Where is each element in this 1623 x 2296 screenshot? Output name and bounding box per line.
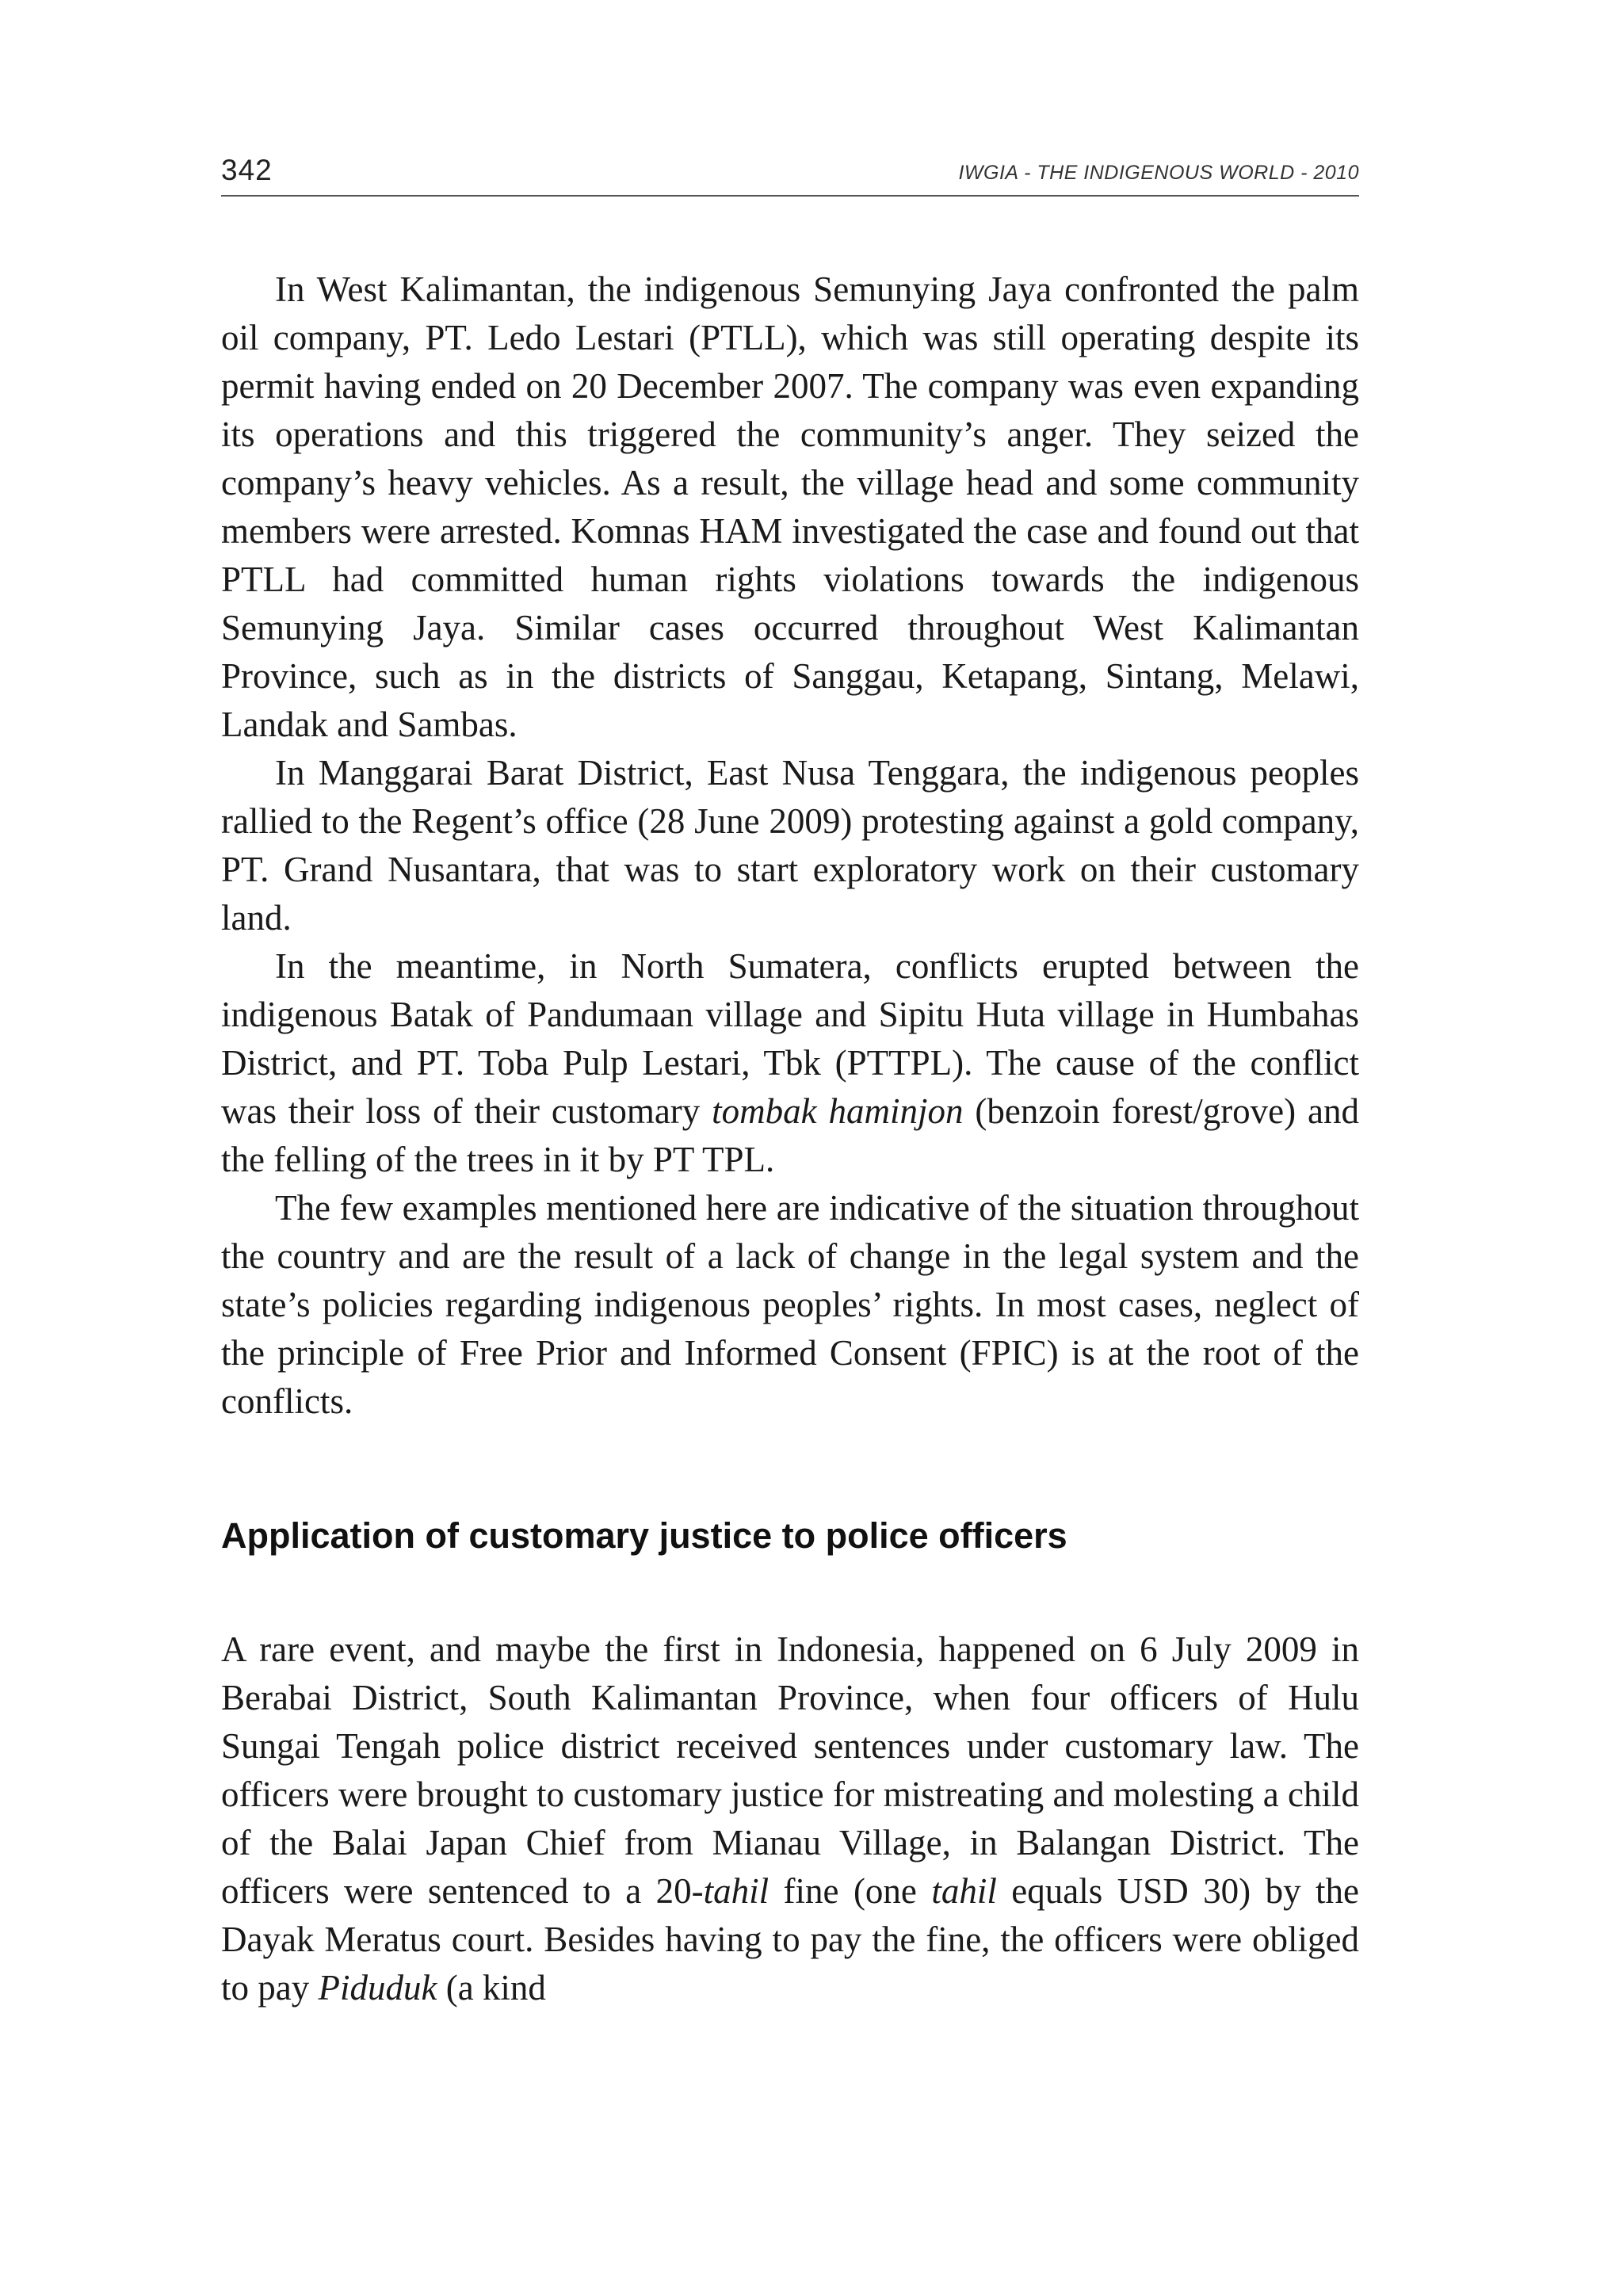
paragraph-manggarai-barat: In Manggarai Barat District, East Nusa Tenggara, the indigenous peoples rallied to the Regent’s office (28 June 2009) protesting against a gold company, PT. Grand Nusantara, that was to start exploratory work on their customary land. — [221, 753, 1359, 938]
paragraph-text: In the meantime, in North Sumatera, conflicts erupted between the indigenous Batak of Pandumaan village and Sipitu Huta village in Humbahas District, and PT. Toba Pulp Lestari, Tbk (PTTPL). The cause of the conflict was their loss of their customary — [221, 946, 1359, 1131]
paragraph-text: equals USD 30) by the Dayak Meratus court. Besides having to pay the fine, the officers were obliged to pay — [221, 1871, 1359, 2008]
running-head: IWGIA - THE INDIGENOUS WORLD - 2010 — [958, 162, 1359, 184]
paragraph-text: A rare event, and maybe the first in Indonesia, happened on 6 July 2009 in Berabai District, South Kalimantan Province, when four officers of Hulu Sungai Tengah police district received sentences under customary law. The officers were brought to customary justice for mistreating and molesting a child of the Balai Japan Chief from Mianau Village, in Balangan District. The officers were sentenced to a 20- — [221, 1629, 1359, 1911]
paragraph-west-kalimantan: In West Kalimantan, the indigenous Semunying Jaya confronted the palm oil company, PT. Ledo Lestari (PTLL), which was still operating despite its permit having ended on 20 December 2007. The company was even expanding its operations and this triggered the community’s anger. They seized the company’s heavy vehicles. As a result, the village head and some community members were arrested. Komnas HAM investigated the case and found out that PTLL had committed human rights violations towards the indigenous Semunying Jaya. Similar cases occurred throughout West Kalimantan Province, such as in the districts of Sanggau, Ketapang, Sintang, Melawi, Landak and Sambas. — [221, 269, 1359, 744]
page-header — [221, 151, 1359, 197]
italic-term: tahil — [703, 1871, 769, 1911]
paragraph-text: (benzoin forest/grove) and the felling of the trees in it by PT TPL. — [221, 1091, 1359, 1179]
paragraph-customary-justice — [221, 1626, 1359, 2012]
paragraph-text: (a kind — [437, 1968, 546, 2008]
italic-term: Piduduk — [318, 1968, 437, 2008]
paragraph-text: fine (one — [769, 1871, 932, 1911]
body-text — [221, 266, 1359, 2012]
section-heading: Application of customary justice to police officers — [221, 1515, 1067, 1556]
page-number: 342 — [221, 154, 273, 186]
italic-term: tombak haminjon — [712, 1091, 964, 1131]
italic-term: tahil — [931, 1871, 997, 1911]
paragraph-fpic: The few examples mentioned here are indicative of the situation throughout the country and are the result of a lack of change in the legal system and the state’s policies regarding indigenous peoples’ rights. In most cases, neglect of the principle of Free Prior and Informed Consent (FPIC) is at the root of the conflicts. — [221, 1188, 1359, 1421]
paragraph-north-sumatera — [221, 942, 1359, 1184]
